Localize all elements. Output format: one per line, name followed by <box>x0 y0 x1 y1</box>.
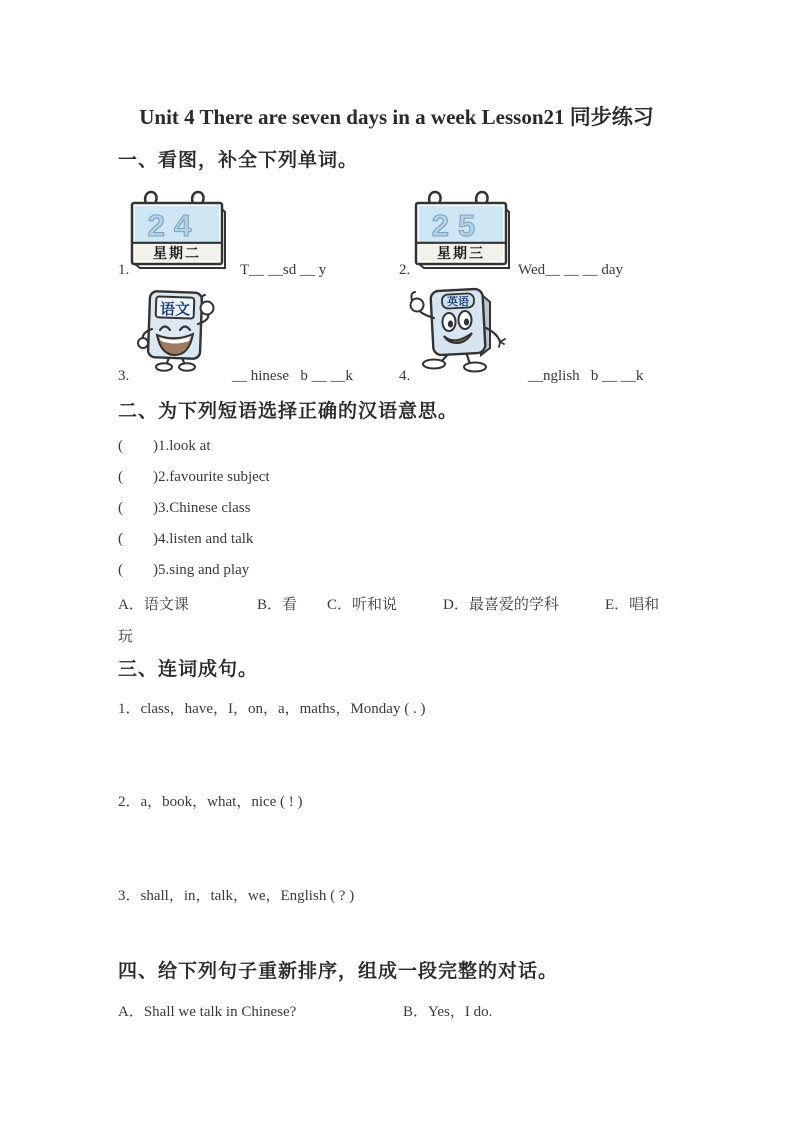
sentence-item-1: 1．class，have，I，on，a，maths，Monday ( . ) <box>118 701 426 717</box>
right-pupil <box>464 318 469 325</box>
right-shoe <box>464 363 486 372</box>
sentence-item-2: 2．a，book，what，nice ( ! ) <box>118 794 303 810</box>
calendar-24-image <box>128 187 228 271</box>
match-item-4: ( )4.listen and talk <box>118 531 254 547</box>
dialog-sentence-a: A．Shall we talk in Chinese? <box>118 1004 297 1020</box>
right-shoe <box>179 363 195 371</box>
page-title: Unit 4 There are seven days in a week Lesson21 同步练习 <box>139 105 654 129</box>
item4-blank-word: __nglish b __ __k <box>528 368 644 384</box>
match-item-1: ( )1.look at <box>118 438 211 454</box>
option-e-overflow: 玩 <box>118 629 134 645</box>
english-book-image <box>406 284 506 372</box>
dialog-sentence-b: B．Yes，I do. <box>403 1004 493 1020</box>
calendar-day-number: 24 <box>147 208 201 243</box>
section2-heading: 二、为下列短语选择正确的汉语意思。 <box>118 401 459 422</box>
section4-heading: 四、给下列句子重新排序，组成一段完整的对话。 <box>118 961 559 982</box>
book-label-text: 语文 <box>159 301 191 318</box>
left-shoe <box>423 360 445 369</box>
calendar-day-number: 25 <box>431 208 485 243</box>
item3-number: 3. <box>118 368 130 384</box>
book-label-text: 英语 <box>447 296 469 308</box>
option-b: B．看 <box>257 597 298 613</box>
match-item-3: ( )3.Chinese class <box>118 500 251 516</box>
item1-blank-word: T__ __sd __ y <box>240 262 327 278</box>
option-e: E．唱和 <box>605 597 660 613</box>
option-a: A．语文课 <box>118 597 189 613</box>
calendar-weekday-label: 星期三 <box>437 245 485 261</box>
item2-number: 2. <box>399 262 411 278</box>
match-item-5: ( )5.sing and play <box>118 562 250 578</box>
item4-number: 4. <box>399 368 411 384</box>
sentence-item-3: 3．shall，in，talk，we，English ( ? ) <box>118 888 355 904</box>
left-shoe <box>156 363 172 371</box>
item2-blank-word: Wed__ __ __ day <box>518 262 624 278</box>
match-item-2: ( )2.favourite subject <box>118 469 270 485</box>
left-hand <box>138 338 148 348</box>
option-c: C．听和说 <box>327 597 398 613</box>
calendar-25-image <box>412 187 512 271</box>
item1-number: 1. <box>118 262 130 278</box>
item3-blank-word: __ hinese b __ __k <box>232 368 353 384</box>
section3-heading: 三、连词成句。 <box>118 659 259 680</box>
calendar-weekday-label: 星期二 <box>153 245 201 261</box>
option-d: D．最喜爱的学科 <box>443 597 559 613</box>
chinese-book-image <box>132 287 220 371</box>
left-pupil <box>448 320 453 327</box>
section1-heading: 一、看图，补全下列单词。 <box>118 150 359 171</box>
